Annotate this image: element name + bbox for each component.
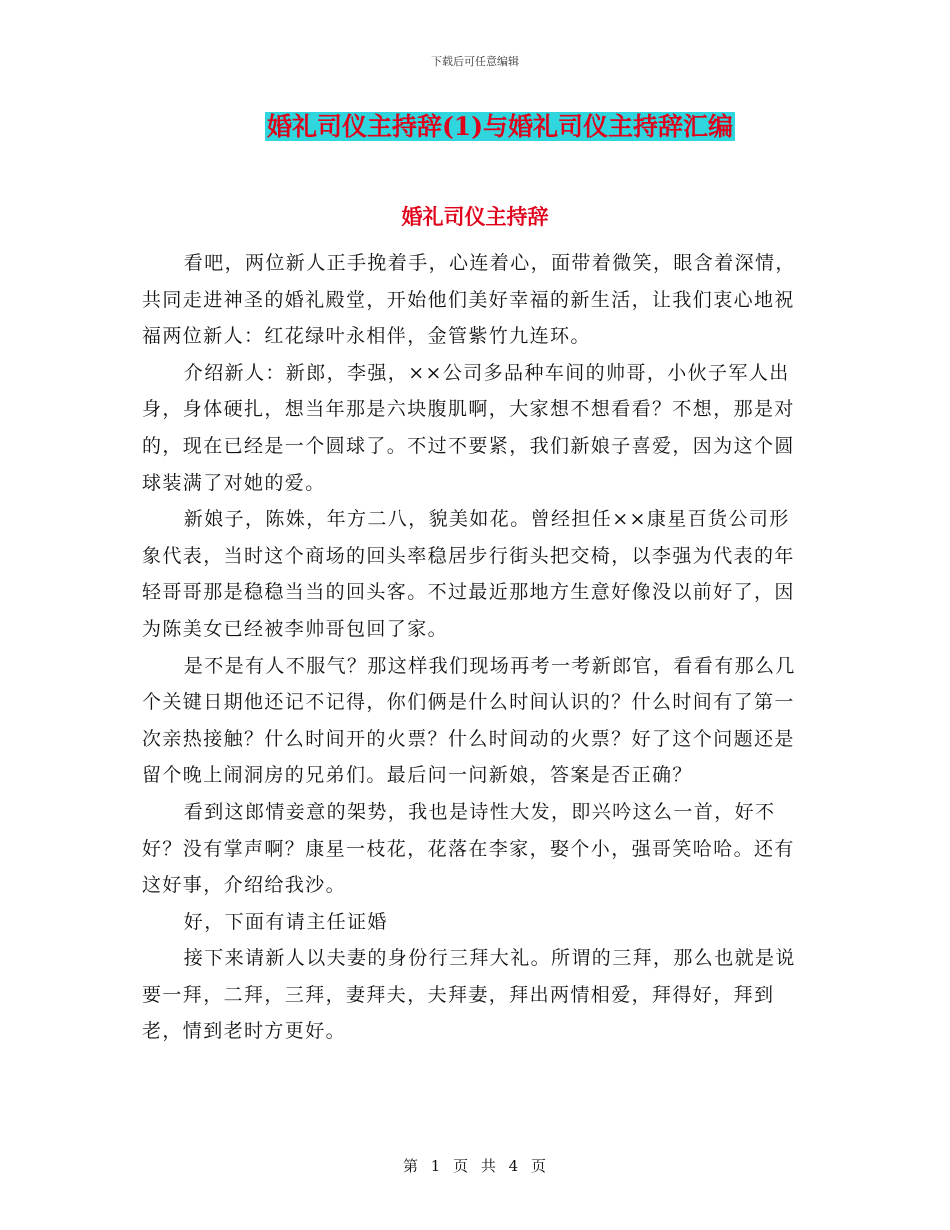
paragraph: 接下来请新人以夫妻的身份行三拜大礼。所谓的三拜，那么也就是说要一拜，二拜，三拜，妻拜夫，夫拜妻，拜出两情相爱，拜得好，拜到老，情到老时方更好。 bbox=[142, 947, 796, 1043]
header-note: 下载后可任意编辑 bbox=[431, 55, 519, 68]
paragraph: 是不是有人不服气？那这样我们现场再考一考新郎官，看看有那么几个关键日期他还记不记得，你们俩是什么时间认识的？什么时间有了第一次亲热接触？什么时间开的火票？什么时间动的火票？好了这个问题还是留个晚上闹洞房的兄弟们。最后问一问新娘，答案是否正确？ bbox=[142, 654, 796, 787]
paragraph: 新娘子，陈姝，年方二八，貌美如花。曾经担任××康星百货公司形象代表，当时这个商场的回头率稳居步行街头把交椅，以李强为代表的年轻哥哥那是稳稳当当的回头客。不过最近那地方生意好像没以前好了，因为陈美女已经被李帅哥包回了家。 bbox=[142, 508, 795, 640]
paragraph: 看到这郎情妾意的架势，我也是诗性大发，即兴吟这么一首，好不好？没有掌声啊？康星一枝花，花落在李家，娶个小，强哥笑哈哈。还有这好事，介绍给我沙。 bbox=[142, 800, 795, 897]
section-title: 婚礼司仪主持辞 bbox=[401, 204, 549, 229]
paragraph: 看吧，两位新人正手挽着手，心连着心，面带着微笑，眼含着深情，共同走进神圣的婚礼殿堂，开始他们美好幸福的新生活，让我们衷心地祝福两位新人：红花绿叶永相伴，金管紫竹九连环。 bbox=[142, 252, 796, 348]
document-title bbox=[0, 110, 950, 144]
body-text bbox=[142, 245, 807, 1050]
document-title-text: 婚礼司仪主持辞(1)与婚礼司仪主持辞汇编 bbox=[266, 112, 734, 141]
page-footer: 第 1 页 共 4 页 bbox=[403, 1157, 547, 1175]
paragraph: 介绍新人：新郎，李强，××公司多品种车间的帅哥，小伙子军人出身，身体硬扎，想当年那是六块腹肌啊，大家想不想看看？不想，那是对的，现在已经是一个圆球了。不过不要紧，我们新娘子喜爱，因为这个圆球装满了对她的爱。 bbox=[142, 361, 795, 494]
paragraph: 好，下面有请主任证婚 bbox=[183, 910, 388, 933]
